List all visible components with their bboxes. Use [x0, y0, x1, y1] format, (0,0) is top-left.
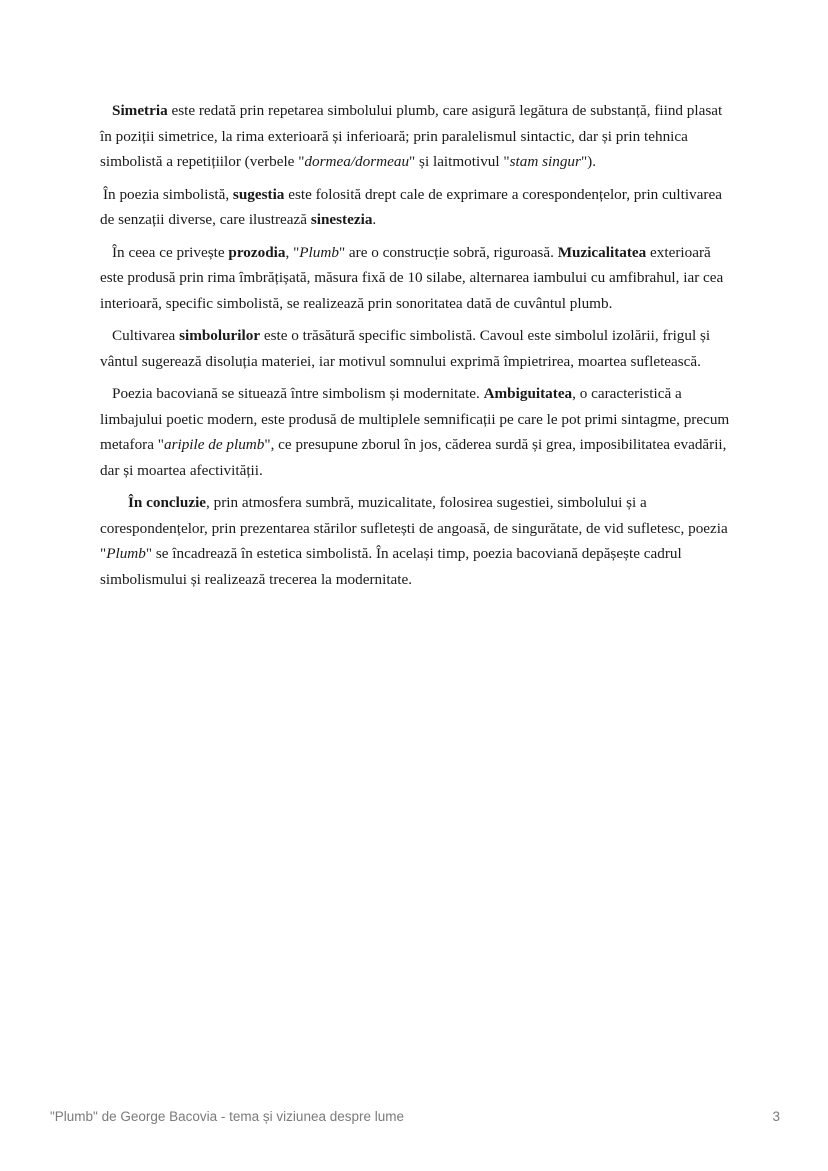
bold-term: prozodia	[228, 243, 286, 261]
paragraph-sugestia	[100, 182, 730, 233]
bold-term: simbolurilor	[179, 327, 261, 344]
paragraph-prozodia	[100, 240, 730, 317]
paragraph-simboluri	[100, 323, 730, 374]
italic-quote: Plumb	[299, 243, 339, 261]
bold-term: sugestia	[232, 185, 285, 203]
text-run: " se încadrează în estetica simbolistă. În același timp, poezia bacoviană depășește cadrul simbolismului și realizează trecerea la modernitate.	[100, 545, 682, 588]
bold-term: sinestezia	[310, 211, 373, 228]
text-run: Cultivarea	[112, 327, 180, 344]
text-run: În ceea ce privește	[112, 243, 229, 261]
text-run: ", ce presupune zborul în jos, căderea surdă și grea, imposibilitatea evadării, dar și moartea afectivității.	[100, 436, 727, 479]
text-run: exterioară este produsă prin rima îmbrățișată, măsura fixă de 10 silabe, alternarea iambului cu amfibrahul, iar cea interioară, specific simbolistă, se realizează prin sonoritatea dată de cuvântul plumb.	[100, 243, 724, 312]
paragraph-simetria	[100, 98, 730, 175]
document-body	[100, 98, 730, 599]
bold-term: Muzicalitatea	[557, 243, 647, 261]
footer-title: "Plumb" de George Bacovia - tema și viziunea despre lume	[50, 1109, 405, 1124]
italic-quote: dormea/dormeau	[304, 153, 410, 170]
text-run: , prin atmosfera sumbră, muzicalitate, folosirea sugestiei, simbolului și a corespondențelor, prin prezentarea stărilor sufletești de angoasă, de singurătate, de vid sufletesc, poezia "	[100, 494, 728, 562]
text-run: .	[372, 211, 377, 228]
text-run: În poezia simbolistă,	[103, 185, 233, 203]
text-run: este folosită drept cale de exprimare a corespondențelor, prin cultivarea de senzații diverse, care ilustrează	[100, 185, 722, 228]
text-run: este o trăsătură specific simbolistă. Cavoul este simbolul izolării, frigul și vântul sugerează disoluția materiei, iar motivul somnului exprimă împietrirea, moartea sufletească.	[100, 327, 711, 370]
text-run: ").	[580, 153, 596, 170]
italic-quote: stam singur	[509, 153, 581, 170]
bold-term: Ambiguitatea	[483, 385, 573, 402]
text-run: este redată prin repetarea simbolului plumb, care asigură legătura de substanță, fiind plasat în poziții simetrice, la rima exterioară și inferioară; prin paralelismul sintactic, dar și prin tehnica simbolistă a repetițiilor (verbele "	[100, 102, 723, 170]
text-run: , "	[285, 243, 300, 261]
bold-term: Simetria	[112, 102, 168, 119]
text-run: " și laitmotivul "	[409, 153, 510, 170]
page-footer	[50, 1109, 780, 1124]
paragraph-concluzie	[100, 490, 730, 592]
italic-quote: Plumb	[106, 545, 146, 562]
page-number: 3	[772, 1109, 780, 1124]
text-run: , o caracteristică a limbajului poetic modern, este produsă de multiplele semnificații pe care le pot primi sintagme, precum metafora "	[100, 385, 730, 453]
text-run: Poezia bacoviană se situează între simbolism și modernitate.	[112, 385, 484, 402]
text-run: " are o construcție sobră, riguroasă.	[338, 243, 558, 261]
bold-term: În concluzie	[128, 494, 207, 511]
paragraph-ambiguitate	[100, 381, 730, 483]
italic-quote: aripile de plumb	[163, 436, 265, 453]
